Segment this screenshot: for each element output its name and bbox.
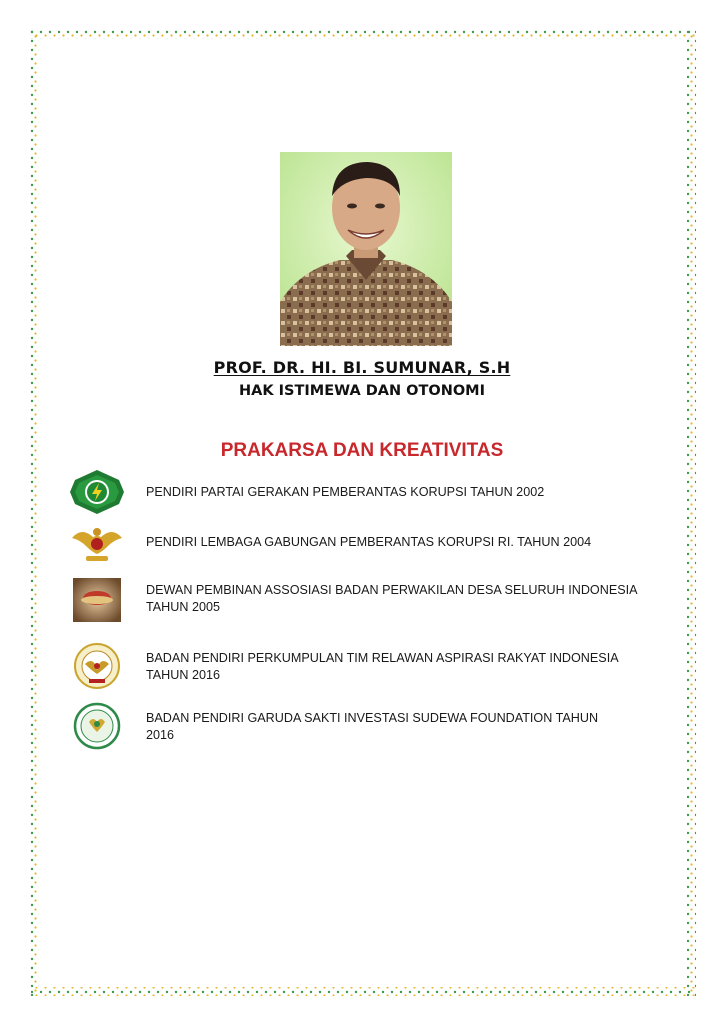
item-text-line1: DEWAN PEMBINAN ASSOSIASI BADAN PERWAKILAN DESA SELURUH INDONESIA: [146, 583, 638, 597]
person-name: PROF. DR. HI. BI. SUMUNAR, S.H: [213, 358, 511, 377]
item-text: PENDIRI PARTAI GERAKAN PEMBERANTAS KORUPSI TAHUN 2002: [146, 485, 545, 499]
item-text-line2: TAHUN 2005: [146, 600, 220, 614]
item-text-line1: BADAN PENDIRI PERKUMPULAN TIM RELAWAN ASPIRASI RAKYAT INDONESIA: [146, 651, 619, 665]
list-item: [68, 576, 678, 630]
section-title: PRAKARSA DAN KREATIVITAS: [220, 440, 504, 461]
green-circle-seal-emblem-icon: [68, 702, 126, 750]
profile-photo: [280, 152, 452, 346]
garuda-emblem-icon: [68, 518, 126, 566]
list-item: [68, 468, 678, 518]
village-council-emblem-icon: [68, 576, 126, 624]
item-text-line2: TAHUN 2016: [146, 668, 220, 682]
person-subtitle: HAK ISTIMEWA DAN OTONOMI: [239, 383, 485, 399]
list-item: [68, 518, 678, 568]
green-octagon-emblem-icon: [68, 468, 126, 516]
item-text-line1: BADAN PENDIRI GARUDA SAKTI INVESTASI SUDEWA FOUNDATION TAHUN: [146, 711, 599, 725]
list-item: [68, 702, 678, 752]
list-item: [68, 642, 678, 692]
item-text-line2: 2016: [146, 728, 175, 742]
item-text: PENDIRI LEMBAGA GABUNGAN PEMBERANTAS KORUPSI RI. TAHUN 2004: [146, 535, 592, 549]
round-seal-emblem-icon: [68, 642, 126, 690]
